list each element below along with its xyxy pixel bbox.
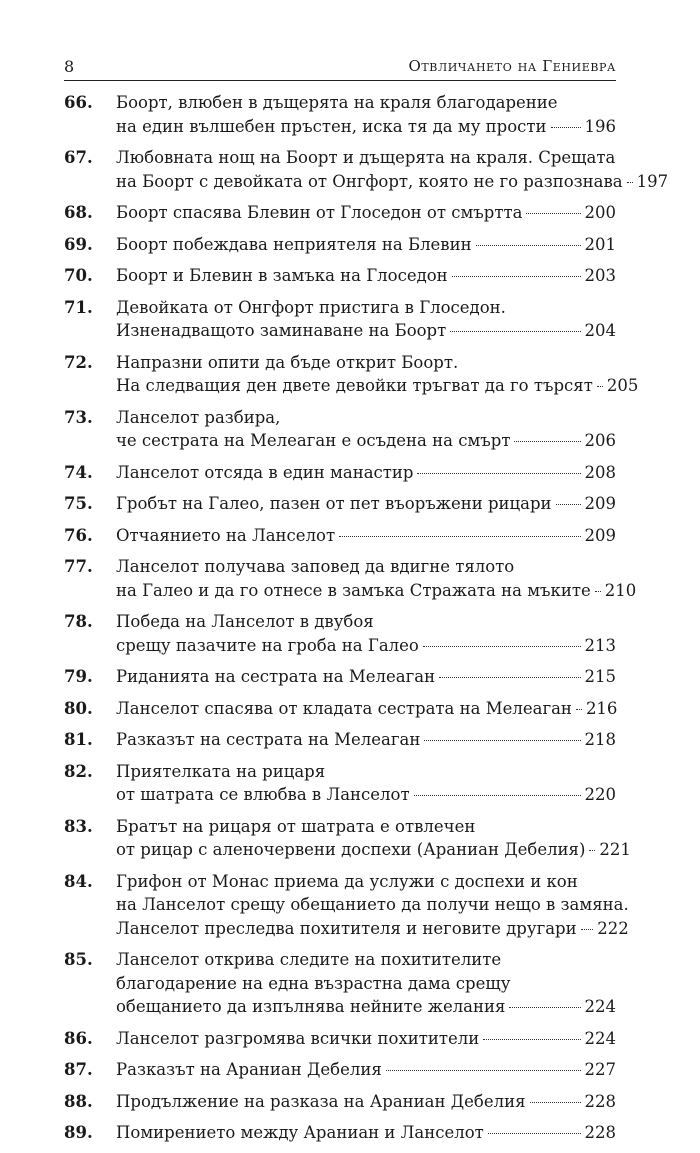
dot-leader [595, 591, 601, 592]
toc-entry [64, 870, 629, 941]
toc-entry-last-line [116, 374, 638, 398]
dot-leader [339, 536, 580, 537]
toc-entry-page-number: 218 [584, 730, 616, 749]
toc-entry-page-number: 228 [584, 1091, 616, 1111]
toc-entry-last-line [116, 319, 616, 343]
toc-entry-last-line [116, 201, 616, 225]
toc-entry-number: 77. [64, 557, 93, 576]
toc-entry-last-line [116, 524, 616, 548]
toc-entry-title [116, 91, 616, 138]
toc-entry-number: 78. [64, 612, 93, 631]
toc-entry-title-line: Братът на рицаря от шатрата е отвлечен [116, 816, 476, 836]
toc-entry-page-number: 221 [599, 840, 631, 859]
toc-entry-number: 86. [64, 1028, 93, 1048]
toc-entry-title-line: обещанието да изпълнява нейните желания [116, 997, 506, 1016]
toc-entry-title [116, 201, 616, 225]
toc-entry [64, 948, 616, 1019]
dot-leader [476, 245, 581, 246]
toc-entry-title-line: Гробът на Галео, пазен от пет въоръжени рицари [116, 494, 552, 513]
toc-entry-page-number: 205 [606, 376, 639, 395]
toc-entry-title-line: Разказът на сестрата на Мелеаган [116, 730, 421, 749]
toc-entry-title-line: Разказът на Араниан Дебелия [116, 1060, 382, 1079]
dot-leader [526, 213, 580, 214]
toc-entry-title-line: Любовната нощ на Боорт и дъщерята на краля. Срещата [116, 148, 616, 167]
toc-entry-title-line: от шатрата се влюбва в Ланселот [116, 785, 410, 804]
toc-entry [64, 492, 616, 516]
toc-entry-last-line [116, 634, 616, 658]
toc-entry-title [116, 351, 638, 398]
toc-entry-number: 81. [64, 730, 93, 749]
dot-leader [423, 646, 581, 647]
toc-entry-last-line [116, 170, 668, 194]
toc-entry [64, 264, 616, 288]
dot-leader [386, 1070, 581, 1071]
toc-entry-title [116, 146, 668, 193]
dot-leader [452, 276, 581, 277]
dot-leader [450, 331, 580, 332]
toc-entry-number: 67. [64, 148, 93, 167]
toc-entry-page-number: 213 [584, 635, 616, 655]
toc-entry [64, 815, 631, 862]
toc-entry-title-line: от рицар с аленочервени доспехи (Арaниан Дебелия) [116, 840, 586, 859]
toc-entry-title [116, 697, 617, 721]
toc-entry [64, 1027, 616, 1051]
toc-entry-title [116, 524, 616, 548]
toc-entry-number: 87. [64, 1060, 93, 1079]
toc-entry-last-line [116, 1027, 616, 1051]
toc-entry-last-line [116, 461, 616, 485]
toc-entry-page-number: 215 [584, 667, 616, 686]
toc-entry-number: 83. [64, 816, 93, 836]
toc-entry-number: 69. [64, 234, 93, 254]
page-number: 8 [64, 57, 75, 76]
dot-leader [576, 709, 582, 710]
page-header [64, 56, 616, 81]
toc-entry-number: 66. [64, 93, 93, 112]
toc-entry-last-line [116, 1058, 616, 1082]
dot-leader [530, 1102, 581, 1103]
toc-entry-title [116, 1058, 616, 1082]
toc-entry-page-number: 203 [584, 266, 616, 285]
toc-entry-title-line: Грифон от Монас приема да услужи с доспехи и кон [116, 871, 578, 891]
toc-entry-last-line [116, 115, 616, 139]
toc-entry-page-number: 197 [636, 171, 669, 191]
toc-entry [64, 406, 616, 453]
toc-entry [64, 1090, 616, 1114]
toc-entry [64, 665, 616, 689]
toc-entry [64, 697, 616, 721]
toc-entry-title [116, 492, 616, 516]
toc-entry-title-line: Победа на Ланселот в двубоя [116, 612, 374, 631]
toc-entry-number: 76. [64, 525, 93, 545]
toc-entry-title-line: Боорт побеждава неприятеля на Блевин [116, 234, 472, 254]
toc-entry-title [116, 760, 616, 807]
toc-entry [64, 1058, 616, 1082]
dot-leader [417, 473, 580, 474]
running-title: Отвличането на Гениевра [408, 57, 616, 75]
table-of-contents [64, 91, 669, 1153]
toc-entry-page-number: 210 [604, 580, 637, 600]
toc-entry-last-line [116, 665, 616, 689]
toc-entry-title [116, 665, 616, 689]
toc-entry-page-number: 222 [597, 918, 629, 938]
dot-leader [556, 504, 581, 505]
toc-entry-number: 72. [64, 352, 93, 372]
dot-leader [439, 677, 580, 678]
toc-entry [64, 728, 616, 752]
toc-entry-page-number: 206 [584, 431, 616, 450]
toc-entry-number: 89. [64, 1123, 93, 1142]
toc-entry [64, 461, 616, 485]
toc-entry-title [116, 1027, 616, 1051]
toc-entry-page-number: 220 [584, 785, 616, 804]
dot-leader [589, 850, 595, 851]
dot-leader [488, 1133, 581, 1134]
toc-entry-number: 75. [64, 494, 93, 513]
toc-entry [64, 296, 616, 343]
toc-entry-last-line [116, 1090, 616, 1114]
toc-entry-title-line: Ланселот преследва похитителя и неговите другари [116, 918, 577, 938]
toc-entry-title-line: Помирението между Араниан и Ланселот [116, 1123, 484, 1142]
toc-entry-title [116, 610, 616, 657]
toc-entry-number: 84. [64, 871, 93, 891]
toc-entry [64, 610, 616, 657]
dot-leader [581, 929, 594, 930]
toc-entry-page-number: 228 [584, 1123, 616, 1142]
toc-entry-title [116, 870, 629, 941]
toc-entry-title [116, 264, 616, 288]
toc-entry-last-line [116, 728, 616, 752]
dot-leader [627, 182, 633, 183]
dot-leader [597, 386, 603, 387]
toc-entry-last-line [116, 783, 616, 807]
toc-entry-title-line: Ланселот отсяда в един манастир [116, 462, 414, 482]
toc-entry-title [116, 461, 616, 485]
toc-entry [64, 91, 616, 138]
toc-entry-page-number: 208 [584, 462, 616, 482]
toc-entry-title [116, 406, 616, 453]
toc-entry [64, 233, 616, 257]
toc-entry [64, 760, 616, 807]
toc-entry [64, 351, 639, 398]
toc-entry-title-line: на Ланселот срещу обещанието да получи нещо в замяна. [116, 895, 629, 914]
toc-entry-page-number: 200 [584, 203, 616, 222]
toc-entry-title-line: Боорт, влюбен в дъщерята на краля благодарение [116, 93, 558, 112]
toc-entry-title-line: Отчаянието на Ланселот [116, 525, 336, 545]
toc-entry-number: 80. [64, 698, 93, 718]
toc-entry-title-line: Ланселот получава заповед да вдигне тялото [116, 557, 515, 576]
dot-leader [483, 1039, 580, 1040]
toc-entry-page-number: 204 [584, 321, 616, 340]
toc-entry-title [116, 815, 631, 862]
toc-entry-number: 71. [64, 297, 93, 317]
toc-entry-title [116, 948, 616, 1019]
toc-entry-last-line [116, 492, 616, 516]
toc-entry-last-line [116, 233, 616, 257]
toc-entry-last-line [116, 838, 631, 862]
toc-entry-last-line [116, 917, 629, 941]
toc-entry-last-line [116, 264, 616, 288]
toc-entry-title [116, 1090, 616, 1114]
toc-entry [64, 555, 637, 602]
toc-entry [64, 1121, 616, 1145]
toc-entry-title-line: Ланселот разгромява всички похитители [116, 1028, 480, 1048]
toc-entry-title [116, 296, 616, 343]
toc-entry-title-line: Ланселот разбира, [116, 407, 281, 427]
toc-entry-title [116, 555, 636, 602]
toc-entry-number: 82. [64, 761, 93, 781]
toc-entry-page-number: 224 [584, 997, 616, 1016]
toc-entry-number: 74. [64, 462, 93, 482]
toc-entry-title-line: на Боорт с девойката от Онгфорт, която не го разпознава [116, 171, 623, 191]
toc-entry-title-line: Риданията на сестрата на Мелеаган [116, 667, 436, 686]
toc-entry-page-number: 209 [584, 525, 616, 545]
toc-entry-title-line: Приятелката на рицаря [116, 761, 326, 781]
toc-entry-number: 68. [64, 203, 93, 222]
toc-entry-title-line: благодарение на една възрастна дама срещу [116, 973, 511, 993]
toc-entry-title-line: Ланселот открива следите на похитителите [116, 950, 502, 969]
dot-leader [509, 1007, 580, 1008]
toc-entry-title-line: На следващия ден двете девойки тръгват да го търсят [116, 376, 593, 395]
toc-entry-title [116, 1121, 616, 1145]
toc-entry [64, 146, 669, 193]
dot-leader [551, 127, 581, 128]
toc-entry-last-line [116, 579, 636, 603]
toc-entry-last-line [116, 697, 617, 721]
toc-entry-page-number: 216 [585, 698, 618, 718]
toc-entry-title-line: на един вълшебен пръстен, иска тя да му прости [116, 116, 547, 136]
toc-entry-number: 85. [64, 950, 93, 969]
dot-leader [514, 441, 580, 442]
toc-entry-title-line: че сестрата на Мелеаган е осъдена на смърт [116, 431, 511, 450]
dot-leader [424, 740, 580, 741]
toc-entry-last-line [116, 995, 616, 1019]
toc-entry-last-line [116, 1121, 616, 1145]
toc-entry-page-number: 209 [584, 494, 616, 513]
toc-entry-title-line: Боорт и Блевин в замъка на Глоседон [116, 266, 448, 285]
toc-entry-last-line [116, 429, 616, 453]
dot-leader [414, 795, 581, 796]
toc-entry-title-line: Ланселот спасява от кладата сестрата на Мелеаган [116, 698, 572, 718]
toc-entry-page-number: 224 [584, 1028, 616, 1048]
toc-entry-number: 70. [64, 266, 93, 285]
toc-entry-title [116, 728, 616, 752]
toc-entry-title-line: Изненадващото заминаване на Боорт [116, 321, 447, 340]
toc-entry-page-number: 196 [584, 116, 616, 136]
toc-entry-page-number: 227 [584, 1060, 616, 1079]
toc-entry-number: 73. [64, 407, 93, 427]
toc-entry-title-line: Боорт спасява Блевин от Глоседон от смъртта [116, 203, 523, 222]
toc-entry [64, 201, 616, 225]
toc-entry-number: 79. [64, 667, 93, 686]
toc-entry-title-line: Девойката от Онгфорт пристига в Глоседон. [116, 297, 506, 317]
toc-entry-title [116, 233, 616, 257]
toc-entry [64, 524, 616, 548]
toc-entry-title-line: срещу пазачите на гроба на Галео [116, 635, 419, 655]
toc-entry-page-number: 201 [584, 234, 616, 254]
toc-entry-title-line: Продължение на разказа на Араниан Дебелия [116, 1091, 526, 1111]
toc-entry-title-line: Напразни опити да бъде открит Боорт. [116, 352, 459, 372]
toc-entry-number: 88. [64, 1091, 93, 1111]
toc-entry-title-line: на Галео и да го отнесе в замъка Стражата на мъките [116, 580, 591, 600]
